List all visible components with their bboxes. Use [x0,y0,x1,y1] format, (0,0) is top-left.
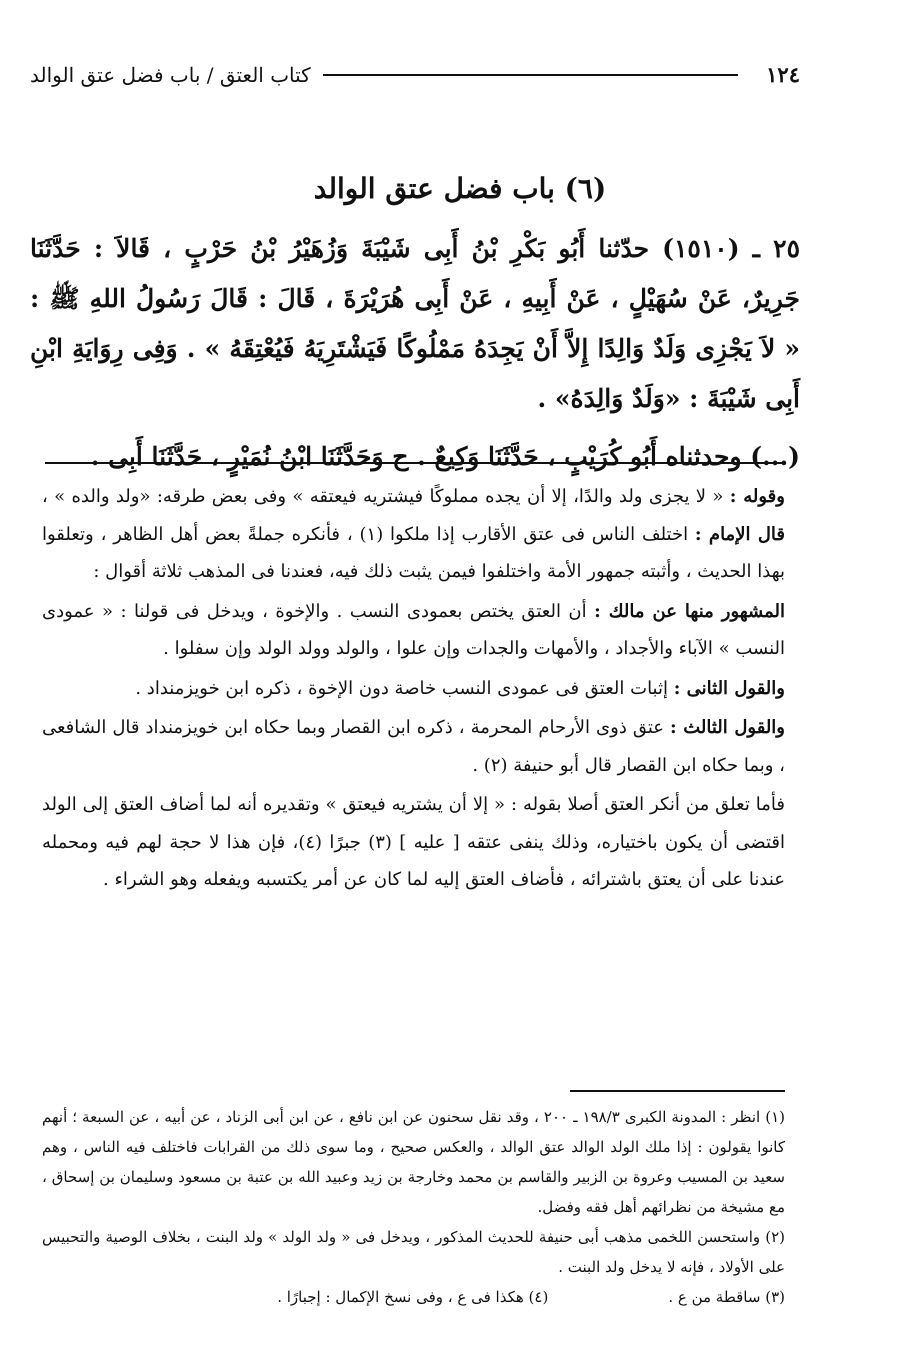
chapter-title: (٦) باب فضل عتق الوالد [313,172,607,205]
footnote-2: (٢) واستحسن اللخمى مذهب أبى حنيفة للحديث المذكور ، ويدخل فى « ولد الولد » ولد البنت ، بخلاف الوصية والتحبيس على الأولاد ، فإنه لا يدخل ولد البنت . [42,1228,785,1276]
footnotes [42,1102,785,1312]
footnote-divider [570,1090,785,1092]
paragraph-lead: المشهور منها عن مالك : [594,600,786,622]
section-divider [45,462,785,464]
commentary [42,478,785,901]
hadith-chain: (...) وحدثناه أَبُو كُرَيْبٍ ، حَدَّثَنَا وَكِيعٌ . ح وَحَدَّثَنَا ابْنُ نُمَيْرٍ ، حَدَّثَنَا أَبِى . [90,442,800,471]
paragraph-lead: والقول الثانى : [673,677,785,699]
header-rule [323,74,738,76]
commentary-paragraph: المشهور منها عن مالك : أن العتق يختص بعمودى النسب . والإخوة ، ويدخل فى قولنا : « عمودى النسب » الآباء والأجداد ، والأمهات والجدات وإن علوا ، والولد وولد الولد وإن سفلوا . [42,600,786,659]
footnote-3: (٣) ساقطة من ع . [668,1288,785,1306]
footnote-1: (١) انظر : المدونة الكبرى ١٩٨/٣ ـ ٢٠٠ ، وقد نقل سحنون عن ابن نافع ، عن ابن أبى الزناد ، عن أبيه ، عن السبعة ؛ أنهم كانوا يقولون : إذا ملك الولد الوالد عتق الوالد ، والعكس صحيح ، وما سوى ذلك من القرابات فاختلف فيه الناس ، وهم سعيد بن المسيب وعروة بن الزبير والقاسم بن محمد وخارجة بن زيد وعبيد الله بن عتبة بن مسعود وسليمان بن إسحاق ، مع مشيخة من نظرائهم أهل فقه وفضل. [42,1108,785,1216]
paragraph-lead: والقول الثالث : [670,717,785,738]
page-number: ١٢٤ [766,62,800,87]
running-header [30,62,800,87]
running-title: كتاب العتق / باب فضل عتق الوالد [30,62,311,87]
footnote-4: (٤) هكذا فى ع ، وفى نسخ الإكمال : إجبارًا . [277,1288,549,1306]
commentary-paragraph: وقوله : « لا يجزى ولد والدًا، إلا أن يجده مملوكًا فيشتريه فيعتقه » وفى بعض طرقه: «ولد والده » ، قال الإمام : اختلف الناس فى عتق الأقارب إذا ملكوا (١) ، فأنكره جملةً بعض أهل الظاهر ، وتعلقوا بهذا الحديث ، وأثبته جمهور الأمة واختلفوا فيمن يثبت ذلك فيه، فعندنا فى المذهب ثلاثة أقوال : [42,486,785,582]
hadith-main: ٢٥ ـ (١٥١٠) حدّثنا أَبُو بَكْرِ بْنُ أَبِى شَيْبَةَ وَزُهَيْرُ بْنُ حَرْبٍ ، قَالاَ : حَدَّثَنَا جَرِيرٌ، عَنْ سُهَيْلٍ ، عَنْ أَبِيهِ ، عَنْ أَبِى هُرَيْرَةَ ، قَالَ : قَالَ رَسُولُ اللهِ ﷺ : « لاَ يَجْزِى وَلَدٌ وَالِدًا إِلاَّ أَنْ يَجِدَهُ مَمْلُوكًا فَيَشْتَرِيَهُ فَيُعْتِقَهُ » . وَفِى رِوَايَةِ ابْنِ أَبِى شَيْبَةَ : «وَلَدٌ وَالِدَهُ» . [30,234,800,413]
commentary-paragraph: والقول الثالث : عتق ذوى الأرحام المحرمة ، ذكره ابن القصار وبما حكاه ابن خويزمنداد قال الشافعى ، وبما حكاه ابن القصار قال أبو حنيفة (٢) . [42,717,785,776]
commentary-paragraph: والقول الثانى : إثبات العتق فى عمودى النسب خاصة دون الإخوة ، ذكره ابن خويزمنداد . [135,677,785,699]
paragraph-lead: وقوله : [729,486,785,507]
commentary-paragraph: فأما تعلق من أنكر العتق أصلا بقوله : « إلا أن يشتريه فيعتق » وتقديره أنه لما أضاف العتق إلى الولد اقتضى أن يكون باختياره، وذلك ينفى عتقه [ عليه ] (٣) جبرًا (٤)، فإن هذا لا حجة لهم فيه ومحمله عندنا على أن يعتق باشترائه ، فأضاف العتق إليه لما كان عن أمر يكتسبه ويفعله وهو الشراء . [42,794,785,890]
paragraph-lead: قال الإمام : [694,523,785,545]
hadith-text [30,224,800,482]
footnote-row [42,1282,785,1312]
